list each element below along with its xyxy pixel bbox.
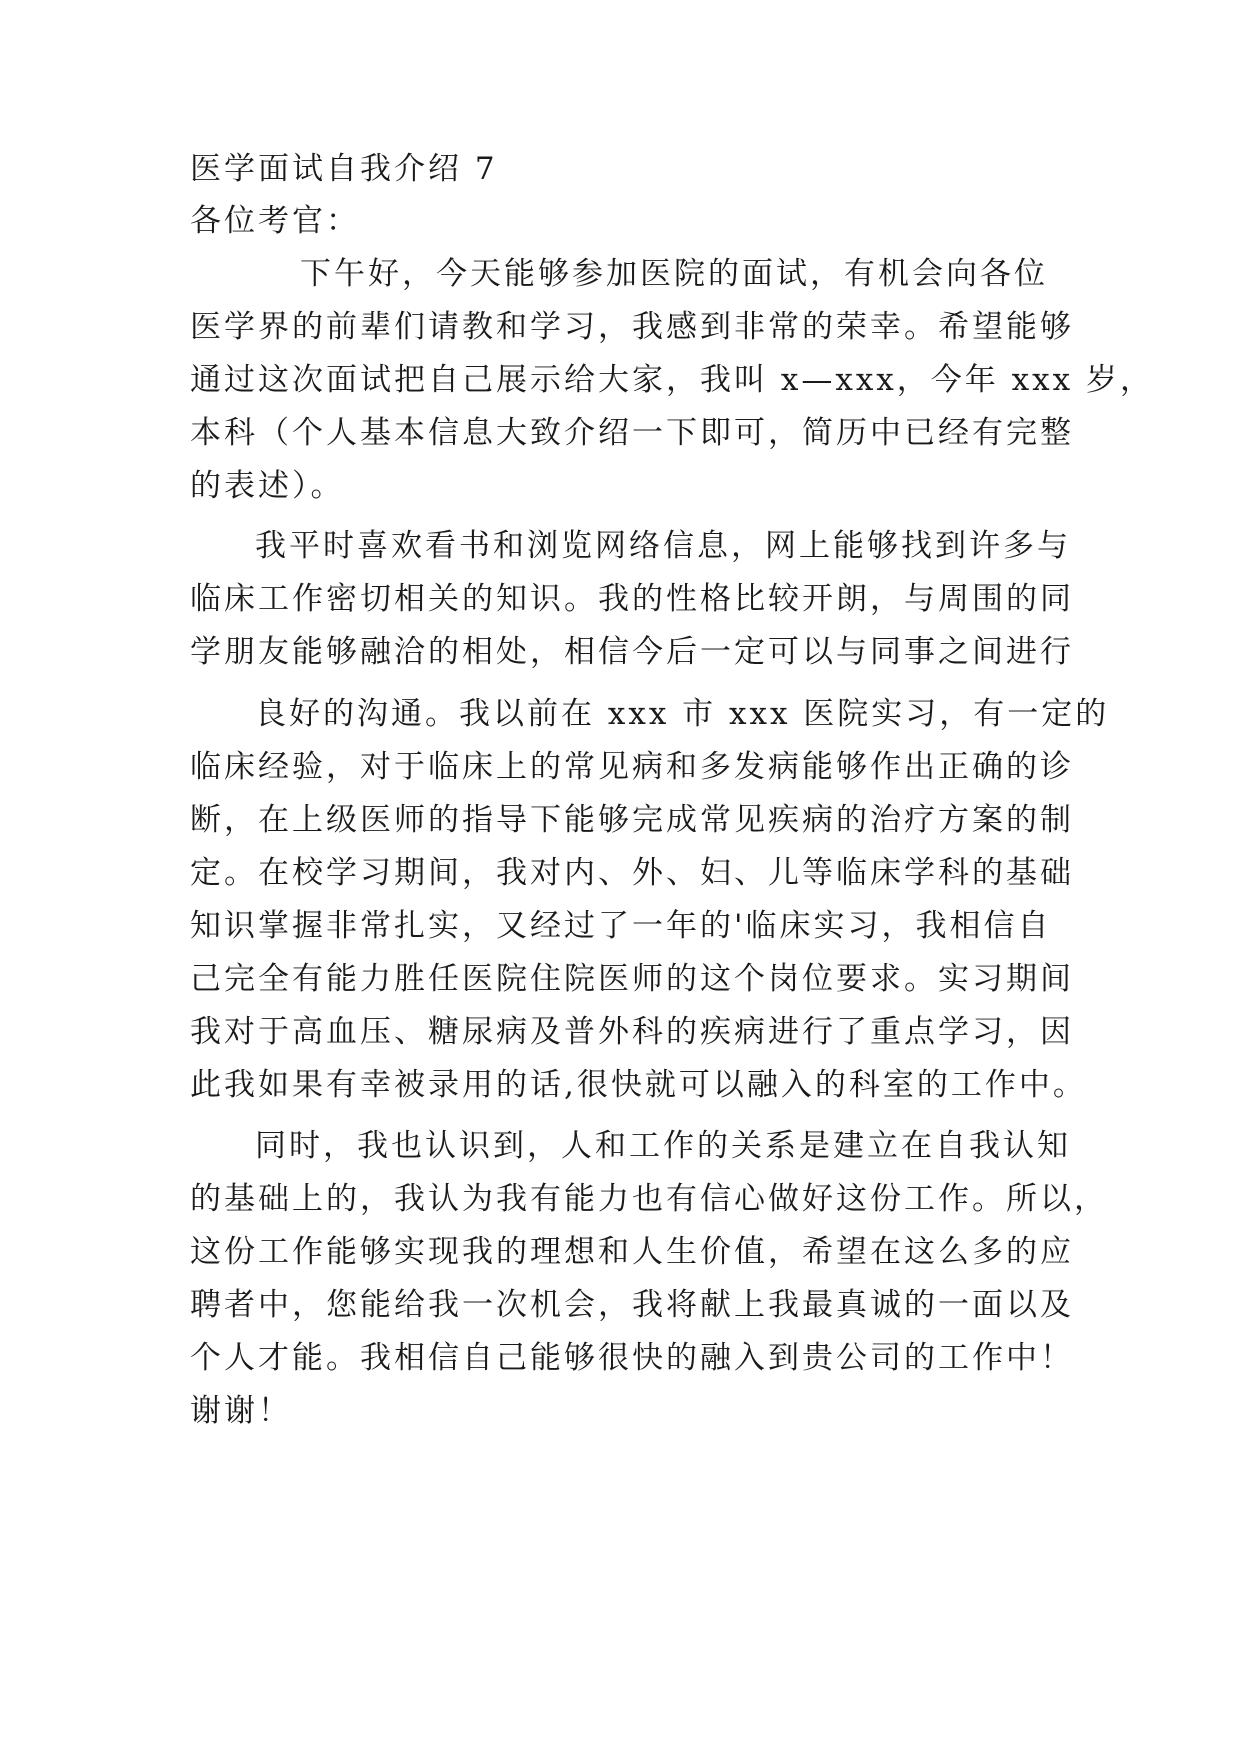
paragraph-line: 同时，我也认识到，人和工作的关系是建立在自我认知 (255, 1128, 1071, 1164)
paragraph-line: 下午好，今天能够参加医院的面试，有机会向各位 (300, 256, 1048, 292)
closing-line: 谢谢！ (190, 1393, 292, 1429)
paragraph-line: 我对于高血压、糖尿病及普外科的疾病进行了重点学习，因 (190, 1014, 1074, 1050)
document-title: 医学面试自我介绍 7 (190, 151, 498, 187)
paragraph-line: 知识掌握非常扎实，又经过了一年的'临床实习，我相信自 (190, 908, 1052, 944)
paragraph-line: 本科（个人基本信息大致介绍一下即可，简历中已经有完整 (190, 415, 1074, 451)
salutation: 各位考官： (190, 203, 360, 239)
paragraph-line: 良好的沟通。我以前在 xxx 市 xxx 医院实习，有一定的 (255, 696, 1110, 732)
paragraph-line: 学朋友能够融洽的相处，相信今后一定可以与同事之间进行 (190, 634, 1074, 670)
paragraph-line: 定。在校学习期间，我对内、外、妇、儿等临床学科的基础 (190, 855, 1074, 891)
paragraph-line: 这份工作能够实现我的理想和人生价值，希望在这么多的应 (190, 1234, 1074, 1270)
paragraph-line: 医学界的前辈们请教和学习，我感到非常的荣幸。希望能够 (190, 309, 1074, 345)
paragraph-line: 临床经验，对于临床上的常见病和多发病能够作出正确的诊 (190, 749, 1074, 785)
paragraph-line: 聘者中，您能给我一次机会，我将献上我最真诚的一面以及 (190, 1287, 1074, 1323)
paragraph-line: 通过这次面试把自己展示给大家，我叫 x—xxx，今年 xxx 岁， (190, 362, 1154, 398)
paragraph-line: 我平时喜欢看书和浏览网络信息，网上能够找到许多与 (255, 528, 1071, 564)
paragraph-line: 的基础上的，我认为我有能力也有信心做好这份工作。所以， (190, 1181, 1108, 1217)
paragraph-line: 的表述）。 (190, 468, 345, 504)
paragraph-line: 己完全有能力胜任医院住院医师的这个岗位要求。实习期间 (190, 961, 1074, 997)
paragraph-line: 断，在上级医师的指导下能够完成常见疾病的治疗方案的制 (190, 802, 1074, 838)
paragraph-line: 临床工作密切相关的知识。我的性格比较开朗，与周围的同 (190, 581, 1074, 617)
paragraph-line: 个人才能。我相信自己能够很快的融入到贵公司的工作中！ (190, 1340, 1074, 1376)
paragraph-line: 此我如果有幸被录用的话,很快就可以融入的科室的工作中。 (190, 1067, 1087, 1103)
